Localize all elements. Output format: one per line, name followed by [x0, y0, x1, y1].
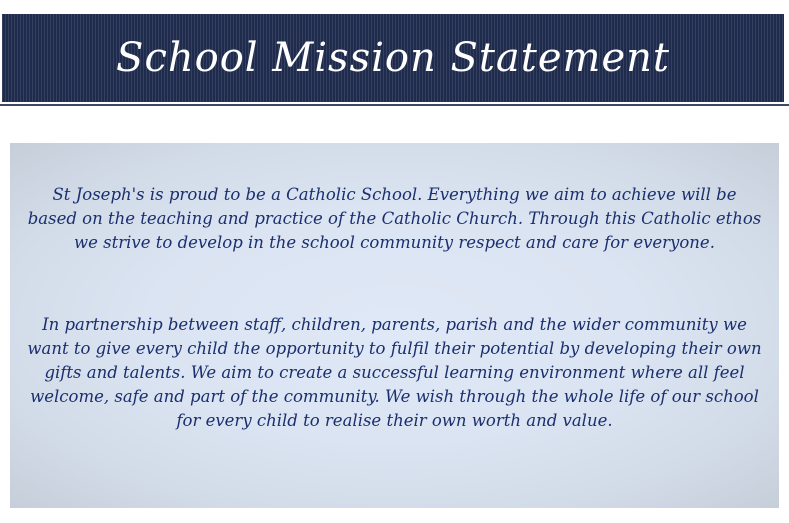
mission-paragraph-2: In partnership between staff, children, parents, parish and the wider community we want to give every child the opportunity to fulfil their potential by developing their own gifts and talents. We aim to create a successful learning environment where all feel welcome, safe and part of the community. We wish through the whole life of our school for every child to realise their own worth and value.: [27, 315, 762, 430]
banner-divider: [0, 104, 789, 106]
mission-statement-panel: [10, 143, 779, 508]
mission-paragraph-1: St Joseph's is proud to be a Catholic School. Everything we aim to achieve will be based on the teaching and practice of the Catholic Church. Through this Catholic ethos we strive to develop in the school community respect and care for everyone.: [27, 185, 762, 252]
title-banner: [2, 14, 784, 102]
page-title: School Mission Statement: [116, 35, 670, 81]
